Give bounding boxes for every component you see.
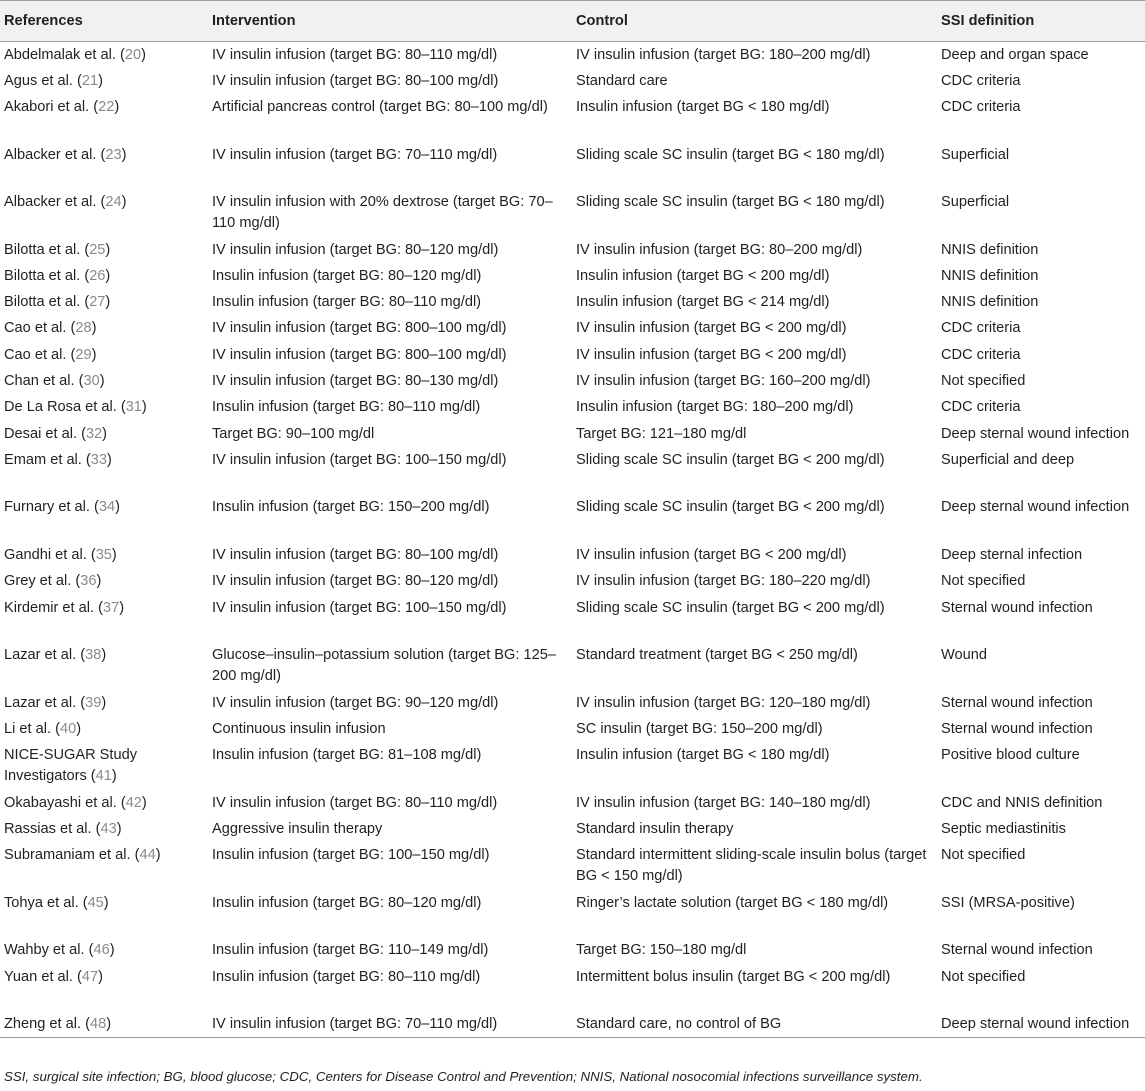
intervention-cell: Insulin infusion (target BG: 80–120 mg/dl) (212, 267, 482, 284)
reference-cell: Akabori et al. (22) (4, 99, 120, 116)
reference-number-link[interactable]: 29 (75, 346, 92, 363)
intervention-cell: Insulin infusion (target BG: 150–200 mg/dl) (212, 499, 490, 516)
control-cell: IV insulin infusion (target BG: 180–200 mg/dl) (576, 47, 871, 63)
reference-name: Lazar et al. (4, 694, 77, 711)
reference-number-link[interactable]: 32 (85, 425, 103, 442)
control-cell: Insulin infusion (target BG < 200 mg/dl) (576, 267, 830, 284)
table-row (0, 237, 1145, 263)
table-row (0, 42, 1145, 68)
table-row (0, 842, 1145, 890)
intervention-cell: Insulin infusion (targer BG: 80–110 mg/dl) (212, 294, 482, 311)
reference-number-link[interactable]: 40 (59, 720, 77, 737)
intervention-cell: IV insulin infusion (target BG: 80–130 mg/dl) (212, 373, 499, 390)
reference-number-link[interactable]: 31 (125, 399, 142, 416)
reference-number-link[interactable]: 27 (89, 294, 106, 311)
reference-number-link[interactable]: 46 (93, 942, 110, 959)
reference-cell: Lazar et al. (39) (4, 694, 107, 711)
reference-number-link[interactable]: 43 (100, 820, 117, 837)
header-control: Control (572, 1, 937, 42)
reference-number-link[interactable]: 23 (105, 146, 122, 163)
ssi-definition-cell: Not specified (941, 373, 1026, 390)
intervention-cell: IV insulin infusion (target BG: 80–120 mg/dl) (212, 241, 499, 258)
intervention-cell: Insulin infusion (target BG: 100–150 mg/dl) (212, 847, 490, 864)
reference-cell: Zheng et al. (48) (0, 1011, 208, 1037)
intervention-cell: Insulin infusion (target BG: 80–110 mg/dl) (212, 968, 481, 985)
control-cell: IV insulin infusion (target BG < 200 mg/dl) (576, 346, 847, 363)
reference-cell: Abdelmalak et al. (20) (4, 47, 146, 63)
reference-cell: Emam et al. (33) (4, 451, 112, 468)
ssi-definition-cell: Not specified (941, 847, 1026, 864)
reference-name: Furnary et al. (4, 499, 90, 516)
ssi-definition-cell: SSI (MRSA-positive) (941, 894, 1075, 911)
reference-cell: Rassias et al. (43) (4, 820, 122, 837)
ssi-definition-cell: Sternal wound infection (941, 942, 1093, 959)
ssi-definition-cell: CDC criteria (941, 99, 1021, 116)
control-cell: Insulin infusion (target BG: 180–200 mg/dl) (576, 399, 854, 416)
ssi-definition-cell: Sternal wound infection (941, 599, 1093, 616)
table-row (0, 816, 1145, 842)
table-row (0, 494, 1145, 542)
table-row (0, 394, 1145, 420)
reference-cell: Tohya et al. (45) (4, 894, 109, 911)
control-cell: Sliding scale SC insulin (target BG < 180 mg/dl) (576, 146, 885, 163)
table-row (0, 964, 1145, 1012)
table-row (0, 368, 1145, 394)
intervention-cell: IV insulin infusion (target BG: 70–110 mg/dl) (208, 1011, 572, 1037)
control-cell: IV insulin infusion (target BG < 200 mg/dl) (576, 546, 847, 563)
intervention-cell: IV insulin infusion (target BG: 100–150 mg/dl) (212, 599, 507, 616)
reference-number-link[interactable]: 36 (80, 573, 97, 590)
header-ssi-definition: SSI definition (937, 1, 1145, 42)
control-cell: IV insulin infusion (target BG < 200 mg/dl) (576, 320, 847, 337)
reference-cell: Furnary et al. (34) (4, 499, 121, 516)
header-intervention: Intervention (208, 1, 572, 42)
intervention-cell: Insulin infusion (target BG: 80–120 mg/dl) (212, 894, 482, 911)
ssi-definition-cell: Deep sternal wound infection (941, 425, 1130, 442)
reference-number-link[interactable]: 26 (89, 267, 106, 284)
table-row (0, 568, 1145, 594)
control-cell: Intermittent bolus insulin (target BG < 200 mg/dl) (576, 968, 891, 985)
reference-cell: Gandhi et al. (35) (4, 546, 117, 563)
reference-cell: Wahby et al. (46) (4, 942, 115, 959)
control-cell: Standard intermittent sliding-scale insulin bolus (target BG < 150 mg/dl) (576, 847, 927, 885)
intervention-cell: IV insulin infusion (target BG: 80–110 mg/dl) (212, 794, 498, 811)
intervention-cell: IV insulin infusion (target BG: 80–100 mg/dl) (212, 72, 499, 89)
ssi-definition-cell: Not specified (941, 573, 1026, 590)
reference-number-link[interactable]: 28 (75, 320, 92, 337)
table-row (0, 595, 1145, 643)
control-cell: IV insulin infusion (target BG: 120–180 mg/dl) (576, 694, 871, 711)
reference-number-link[interactable]: 24 (105, 194, 122, 211)
reference-cell: Cao et al. (29) (4, 346, 97, 363)
reference-cell: NICE-SUGAR Study Investigators (41) (4, 747, 137, 785)
ssi-definition-cell: Sternal wound infection (941, 694, 1093, 711)
table-row (0, 189, 1145, 237)
ssi-definition-cell: Deep and organ space (941, 47, 1089, 63)
reference-number-link[interactable]: 47 (81, 968, 99, 985)
reference-cell: Lazar et al. (38) (4, 647, 107, 664)
control-cell: Sliding scale SC insulin (target BG < 200 mg/dl) (576, 499, 885, 516)
reference-cell: Albacker et al. (24) (4, 194, 127, 211)
reference-name: Gandhi et al. (4, 546, 87, 563)
reference-name: Desai et al. (4, 425, 78, 442)
ssi-definition-cell: CDC criteria (941, 346, 1021, 363)
control-cell: IV insulin infusion (target BG: 80–200 mg/dl) (576, 241, 863, 258)
table-row (0, 142, 1145, 190)
control-cell: Standard care, no control of BG (572, 1011, 937, 1037)
intervention-cell: IV insulin infusion (target BG: 800–100 mg/dl) (212, 320, 507, 337)
reference-number-link[interactable]: 41 (95, 768, 112, 785)
header-row (0, 1, 1145, 42)
control-cell: Insulin infusion (target BG < 214 mg/dl) (576, 294, 830, 311)
ssi-definition-cell: Superficial (941, 146, 1010, 163)
intervention-cell: Artificial pancreas control (target BG: 80–100 mg/dl) (212, 99, 548, 116)
reference-cell: Agus et al. (21) (4, 72, 103, 89)
control-cell: Standard care (576, 72, 668, 89)
control-cell: IV insulin infusion (target BG: 140–180 mg/dl) (576, 794, 871, 811)
reference-number-link[interactable]: 21 (81, 72, 99, 89)
reference-cell: Bilotta et al. (25) (4, 241, 111, 258)
reference-name: Okabayashi et al. (4, 794, 117, 811)
reference-name: Kirdemir et al. (4, 599, 95, 616)
control-cell: Standard treatment (target BG < 250 mg/dl) (576, 647, 858, 664)
reference-cell: Grey et al. (36) (4, 573, 102, 590)
reference-name: Lazar et al. (4, 647, 77, 664)
reference-name: Emam et al. (4, 451, 82, 468)
ssi-definition-cell: Positive blood culture (941, 747, 1080, 764)
reference-name: De La Rosa et al. (4, 399, 117, 416)
control-cell: Standard insulin therapy (576, 820, 734, 837)
ssi-definition-cell: Septic mediastinitis (941, 820, 1066, 837)
reference-name: Chan et al. (4, 373, 75, 390)
header-references: References (0, 1, 208, 42)
table-row (0, 1011, 1145, 1037)
ssi-definition-cell: NNIS definition (941, 294, 1039, 311)
reference-number-link[interactable]: 39 (85, 694, 102, 711)
reference-cell: Desai et al. (32) (4, 425, 108, 442)
reference-name: Li et al. (4, 720, 52, 737)
reference-cell: Bilotta et al. (27) (4, 294, 111, 311)
reference-name: Albacker et al. (4, 146, 97, 163)
reference-number-link[interactable]: 30 (83, 373, 100, 390)
reference-name: Zheng et al. (4, 1016, 82, 1033)
ssi-definition-cell: Not specified (941, 968, 1026, 985)
control-cell: Insulin infusion (target BG < 180 mg/dl) (576, 747, 830, 764)
intervention-cell: Insulin infusion (target BG: 81–108 mg/dl) (212, 747, 482, 764)
table-row (0, 342, 1145, 368)
reference-cell: De La Rosa et al. (31) (4, 399, 147, 416)
reference-name: NICE-SUGAR Study Investigators (4, 747, 137, 785)
intervention-cell: IV insulin infusion (target BG: 80–100 mg/dl) (212, 546, 499, 563)
reference-name: Albacker et al. (4, 194, 97, 211)
ssi-definition-cell: Sternal wound infection (941, 720, 1093, 737)
table-body (0, 42, 1145, 1038)
reference-number-link[interactable]: 25 (89, 241, 106, 258)
table-row (0, 790, 1145, 816)
ssi-definition-cell: Deep sternal wound infection (941, 499, 1130, 516)
reference-cell: Subramaniam et al. (44) (4, 847, 161, 864)
control-cell: Insulin infusion (target BG < 180 mg/dl) (576, 99, 830, 116)
ssi-definition-cell: CDC criteria (941, 399, 1021, 416)
ssi-definition-cell: CDC criteria (941, 72, 1021, 89)
control-cell: Sliding scale SC insulin (target BG < 200 mg/dl) (576, 451, 885, 468)
table-row (0, 263, 1145, 289)
intervention-cell: Insulin infusion (target BG: 110–149 mg/dl) (212, 942, 489, 959)
reference-name: Abdelmalak et al. (4, 47, 116, 63)
intervention-cell: IV insulin infusion (target BG: 80–110 mg/dl) (212, 47, 498, 63)
reference-name: Tohya et al. (4, 894, 79, 911)
intervention-cell: IV insulin infusion (target BG: 70–110 mg/dl) (212, 146, 498, 163)
table-row (0, 642, 1145, 690)
intervention-cell: Glucose–insulin–potassium solution (target BG: 125–200 mg/dl) (212, 647, 556, 685)
intervention-cell: IV insulin infusion (target BG: 80–120 mg/dl) (212, 573, 499, 590)
reference-name: Cao et al. (4, 320, 67, 337)
intervention-cell: Insulin infusion (target BG: 80–110 mg/dl) (212, 399, 481, 416)
intervention-cell: IV insulin infusion (target BG: 800–100 mg/dl) (212, 346, 507, 363)
reference-name: Rassias et al. (4, 820, 92, 837)
ssi-definition-cell: Superficial (941, 194, 1010, 211)
control-cell: Target BG: 121–180 mg/dl (576, 425, 747, 442)
control-cell: IV insulin infusion (target BG: 160–200 mg/dl) (576, 373, 871, 390)
reference-name: Agus et al. (4, 72, 73, 89)
intervention-cell: Continuous insulin infusion (212, 720, 386, 737)
table-footnote: SSI, surgical site infection; BG, blood glucose; CDC, Centers for Disease Control and Prevention; NNIS, National nosocomial infections surveillance system. (4, 1069, 923, 1084)
table-row (0, 742, 1145, 790)
reference-cell: Okabayashi et al. (42) (4, 794, 147, 811)
table-row (0, 716, 1145, 742)
reference-cell: Yuan et al. (47) (4, 968, 104, 985)
ssi-definition-cell: Deep sternal infection (941, 546, 1083, 563)
reference-name: Bilotta et al. (4, 294, 81, 311)
reference-number-link[interactable]: 37 (102, 599, 120, 616)
reference-name: Bilotta et al. (4, 241, 81, 258)
ssi-definition-cell: NNIS definition (941, 267, 1039, 284)
ssi-definition-cell: NNIS definition (941, 241, 1039, 258)
reference-number-link[interactable]: 45 (87, 894, 104, 911)
table-row (0, 542, 1145, 568)
table-row (0, 937, 1145, 963)
intervention-cell: Aggressive insulin therapy (212, 820, 383, 837)
reference-number-link[interactable]: 38 (85, 647, 102, 664)
table-row (0, 690, 1145, 716)
reference-cell: Kirdemir et al. (37) (4, 599, 125, 616)
reference-number-link[interactable]: 34 (98, 499, 116, 516)
table-row (0, 94, 1145, 142)
reference-cell: Li et al. (40) (4, 720, 82, 737)
table-header (0, 1, 1145, 42)
control-cell: Ringer’s lactate solution (target BG < 180 mg/dl) (576, 894, 889, 911)
reference-number-link[interactable]: 22 (98, 99, 115, 116)
ssi-definition-cell: CDC criteria (941, 320, 1021, 337)
table-row (0, 890, 1145, 938)
reference-number-link[interactable]: 42 (125, 794, 142, 811)
intervention-cell: Target BG: 90–100 mg/dl (212, 425, 375, 442)
table-row (0, 289, 1145, 315)
reference-number-link[interactable]: 48 (90, 1016, 107, 1033)
ssi-definition-cell: Superficial and deep (941, 451, 1075, 468)
control-cell: Sliding scale SC insulin (target BG < 180 mg/dl) (576, 194, 885, 211)
table-row (0, 421, 1145, 447)
control-cell: Sliding scale SC insulin (target BG < 200 mg/dl) (576, 599, 885, 616)
reference-name: Grey et al. (4, 573, 72, 590)
reference-name: Cao et al. (4, 346, 67, 363)
table-row (0, 68, 1145, 94)
intervention-cell: IV insulin infusion (target BG: 100–150 mg/dl) (212, 451, 507, 468)
control-cell: IV insulin infusion (target BG: 180–220 mg/dl) (576, 573, 871, 590)
control-cell: Target BG: 150–180 mg/dl (576, 942, 747, 959)
reference-cell: Cao et al. (28) (4, 320, 97, 337)
control-cell: SC insulin (target BG: 150–200 mg/dl) (576, 720, 823, 737)
reference-number-link[interactable]: 33 (90, 451, 108, 468)
reference-name: Wahby et al. (4, 942, 85, 959)
reference-name: Yuan et al. (4, 968, 73, 985)
ssi-definition-cell: CDC and NNIS definition (941, 794, 1103, 811)
reference-cell: Albacker et al. (23) (4, 146, 127, 163)
ssi-definition-cell: Wound (941, 647, 987, 664)
ssi-definition-cell: Deep sternal wound infection (937, 1011, 1145, 1037)
intervention-cell: IV insulin infusion (target BG: 90–120 mg/dl) (212, 694, 499, 711)
reference-number-link[interactable]: 35 (95, 546, 112, 563)
reference-name: Subramaniam et al. (4, 847, 131, 864)
reference-name: Bilotta et al. (4, 267, 81, 284)
reference-name: Akabori et al. (4, 99, 90, 116)
reference-cell: Chan et al. (30) (4, 373, 105, 390)
reference-number-link[interactable]: 20 (124, 47, 142, 63)
table-row (0, 447, 1145, 495)
intervention-cell: IV insulin infusion with 20% dextrose (target BG: 70–110 mg/dl) (212, 194, 553, 232)
reference-number-link[interactable]: 44 (139, 847, 156, 864)
reference-cell: Bilotta et al. (26) (4, 267, 111, 284)
table-row (0, 315, 1145, 341)
